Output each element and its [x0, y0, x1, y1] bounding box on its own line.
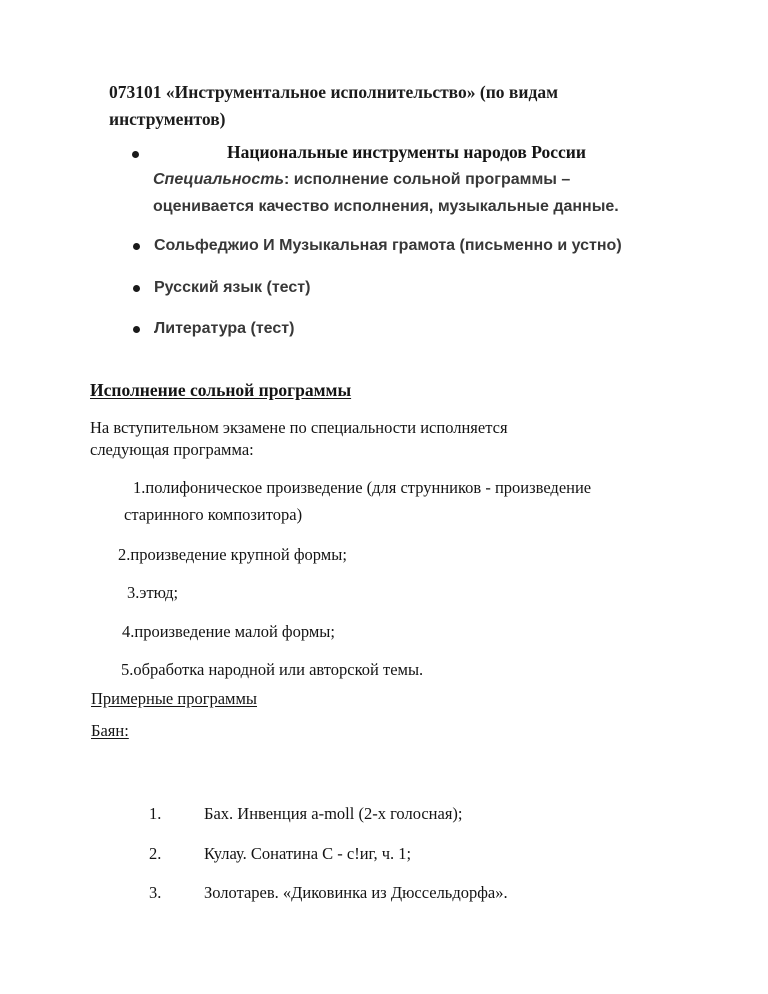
sample-item-text: Бах. Инвенция a-moll (2-х голосная); — [204, 804, 463, 823]
bullet-icon — [133, 326, 140, 333]
specialty-detail: : исполнение сольной программы – — [283, 171, 571, 188]
solo-program-item: 2.произведение крупной формы; — [118, 545, 347, 564]
exam-subject-specialty-detail-line1 — [153, 170, 570, 190]
solo-program-intro-line: На вступительном экзамене по специальности исполняется — [90, 418, 508, 437]
solo-program-item-continuation: старинного композитора) — [124, 505, 303, 524]
solo-program-item: 1.полифоническое произведение (для струнников - произведение — [133, 478, 592, 497]
bullet-icon — [132, 151, 139, 158]
section-heading-sample-programs: Примерные программы — [91, 689, 258, 708]
exam-subject-literature: Литература (тест) — [154, 320, 295, 337]
specialty-label: Специальность — [153, 171, 284, 188]
page-title — [109, 79, 558, 133]
exam-subject-solfeggio: Сольфеджио И Музыкальная грамота (письменно и устно) — [154, 237, 622, 254]
section-heading-solo-program: Исполнение сольной программы — [90, 380, 352, 400]
solo-program-intro-line: следующая программа: — [90, 440, 254, 459]
exam-subject-specialty-heading: Национальные инструменты народов России — [227, 142, 586, 162]
solo-program-item: 3.этюд; — [127, 583, 179, 602]
sample-item-number: 2. — [149, 844, 162, 863]
exam-subject-russian: Русский язык (тест) — [154, 279, 311, 296]
sample-item-number: 3. — [149, 883, 162, 902]
sample-item-text: Золотарев. «Диковинка из Дюссельдорфа». — [204, 883, 508, 902]
instrument-heading-bayan: Баян: — [91, 721, 129, 740]
page-title-line: инструментов) — [109, 109, 226, 129]
page-title-line: 073101 «Инструментальное исполнительство» (по видам — [109, 82, 558, 102]
bullet-icon — [133, 285, 140, 292]
exam-subject-specialty-detail-line2: оценивается качество исполнения, музыкальные данные. — [153, 198, 619, 215]
sample-item-number: 1. — [149, 804, 162, 823]
solo-program-item: 4.произведение малой формы; — [122, 622, 335, 641]
sample-item-text: Кулау. Сонатина С - с!иг, ч. 1; — [204, 844, 412, 863]
solo-program-item: 5.обработка народной или авторской темы. — [121, 660, 424, 679]
bullet-icon — [133, 243, 140, 250]
